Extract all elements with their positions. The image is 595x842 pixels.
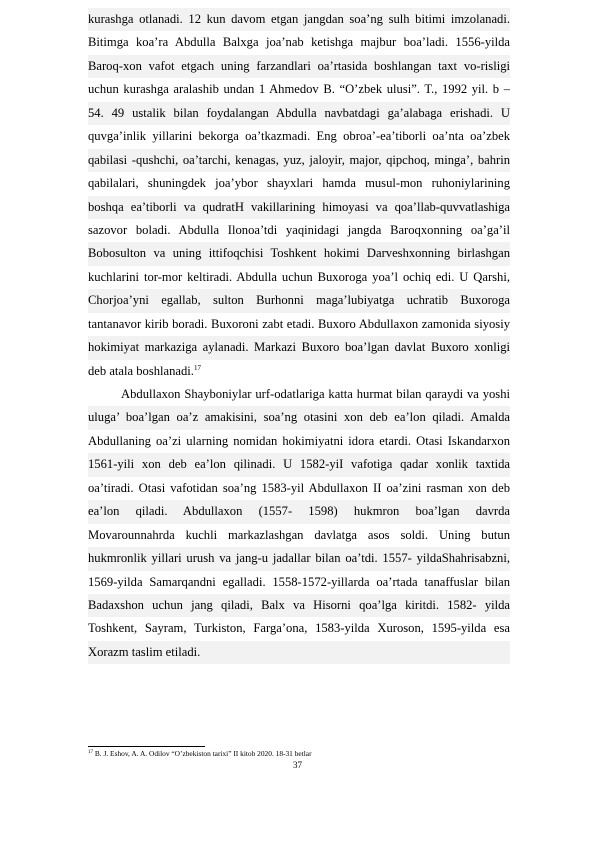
text-line-content: deb atala boshlanadi. [88, 363, 194, 378]
text-line: hukmronlik yillari urush va jang-u jadallar bilan oa’tdi. 1557- yildaShahrisabzni, [88, 547, 510, 570]
text-line: Chorjoa’yni egallab, sulton Burhonni maga’lubiyatga uchratib Buxoroga [88, 289, 510, 312]
text-line: Movarounnahrda kuchli markazlashgan davlatga asos soldi. Uning butun [88, 527, 510, 542]
text-line: Badaxshon uchun jang qiladi, Balx va Hisorni qoa’lga kiritdi. 1582- yilda [88, 594, 510, 617]
text-line: boshqa ea’tiborli va qudratH vakillarining himoyasi va qoa’llab-quvvatlashiga [88, 196, 510, 219]
footnote-reference[interactable]: 17 [193, 363, 201, 372]
text-line: Toshkent, Sayram, Turkiston, Farga’ona, 1583-yilda Xuroson, 1595-yilda esa [88, 621, 510, 636]
footnote-text: B. J. Eshov, A. A. Odilov “O’zbekiston tarixi” II kitob 2020. 18-31 betlar [94, 749, 312, 758]
text-line: Bitimga koa’ra Abdulla Balxga joa’nab ketishga majbur boa’ladi. 1556-yilda [88, 35, 510, 50]
text-line: Abdullaning oa’zi ularning nomidan hokimiyatni idora etardi. Otasi Iskandarxon [88, 433, 510, 448]
text-line: kurashga otlanadi. 12 kun davom etgan jangdan soa’ng sulh bitimi imzolanadi. [88, 8, 510, 31]
text-line: tantanavor kirib boradi. Buxoroni zabt etadi. Buxoro Abdullaxon zamonida siyosiy [88, 316, 510, 331]
text-line: Baroq-xon vafot etgach uning farzandlari oa’rtasida boshlangan taxt vo-risligi [88, 55, 510, 78]
text-line: ea’lon qiladi. Abdullaxon (1557- 1598) hukmron boa’lgan davrda [88, 500, 510, 523]
text-line: hokimiyat markaziga aylanadi. Markazi Buxoro boa’lgan davlat Buxoro xonligi [88, 336, 510, 359]
text-line-end [88, 360, 510, 383]
body-text [88, 8, 510, 664]
footnote [88, 749, 312, 758]
footnote-divider [88, 746, 205, 747]
text-line: oa’tiradi. Otasi vafotidan soa’ng 1583-yil Abdullaxon II oa’zini rasman xon deb [88, 480, 510, 495]
text-line: Abdullaxon Shayboniylar urf-odatlariga katta hurmat bilan qaraydi va yoshi [121, 387, 510, 401]
text-line: 54. 49 ustalik bilan foydalangan Abdulla navbatdagi ga’alabaga erishadi. U [88, 102, 510, 125]
text-line: Xorazm taslim etiladi. [88, 641, 510, 664]
page-number: 37 [293, 760, 302, 770]
text-line: Bobosulton va uning ittifoqchisi Toshkent hokimi Darveshxonning birlashgan [88, 242, 510, 265]
text-line: qabilalari, shuningdek joa’ybor shayxlari hamda musul-mon ruhoniylarining [88, 176, 510, 191]
footnote-number: 17 [88, 750, 93, 755]
text-line: quvga’inlik yillarini bekorga oa’tkazmadi. Eng obroa’-ea’tiborli oa’nta oa’zbek [88, 129, 510, 144]
text-line: 1569-yilda Samarqandni egalladi. 1558-1572-yillarda oa’rtada tanaffuslar bilan [88, 574, 510, 589]
text-line: qabilasi -qushchi, oa’tarchi, kenagas, yuz, jaloyir, major, qipchoq, minga’, bahrin [88, 149, 510, 172]
text-line: 1561-yili xon deb ea’lon qilinadi. U 1582-yiI vafotiga qadar xonlik taxtida [88, 453, 510, 476]
text-line: uluga’ boa’lgan oa’z amakisini, soa’ng otasini xon deb ea’lon qiladi. Amalda [88, 406, 510, 429]
text-line: sazovor boladi. Abdulla Ilonoa’tdi yaqinidagi jangda Baroqxonning oa’ga’il [88, 222, 510, 237]
text-line: uchun kurashga aralashib undan 1 Ahmedov B. “O’zbek ulusi”. T., 1992 yil. b – [88, 82, 510, 97]
text-line: kuchlarini tor-mor keltiradi. Abdulla uchun Buxoroga yoa’l ochiq edi. U Qarshi, [88, 269, 510, 284]
